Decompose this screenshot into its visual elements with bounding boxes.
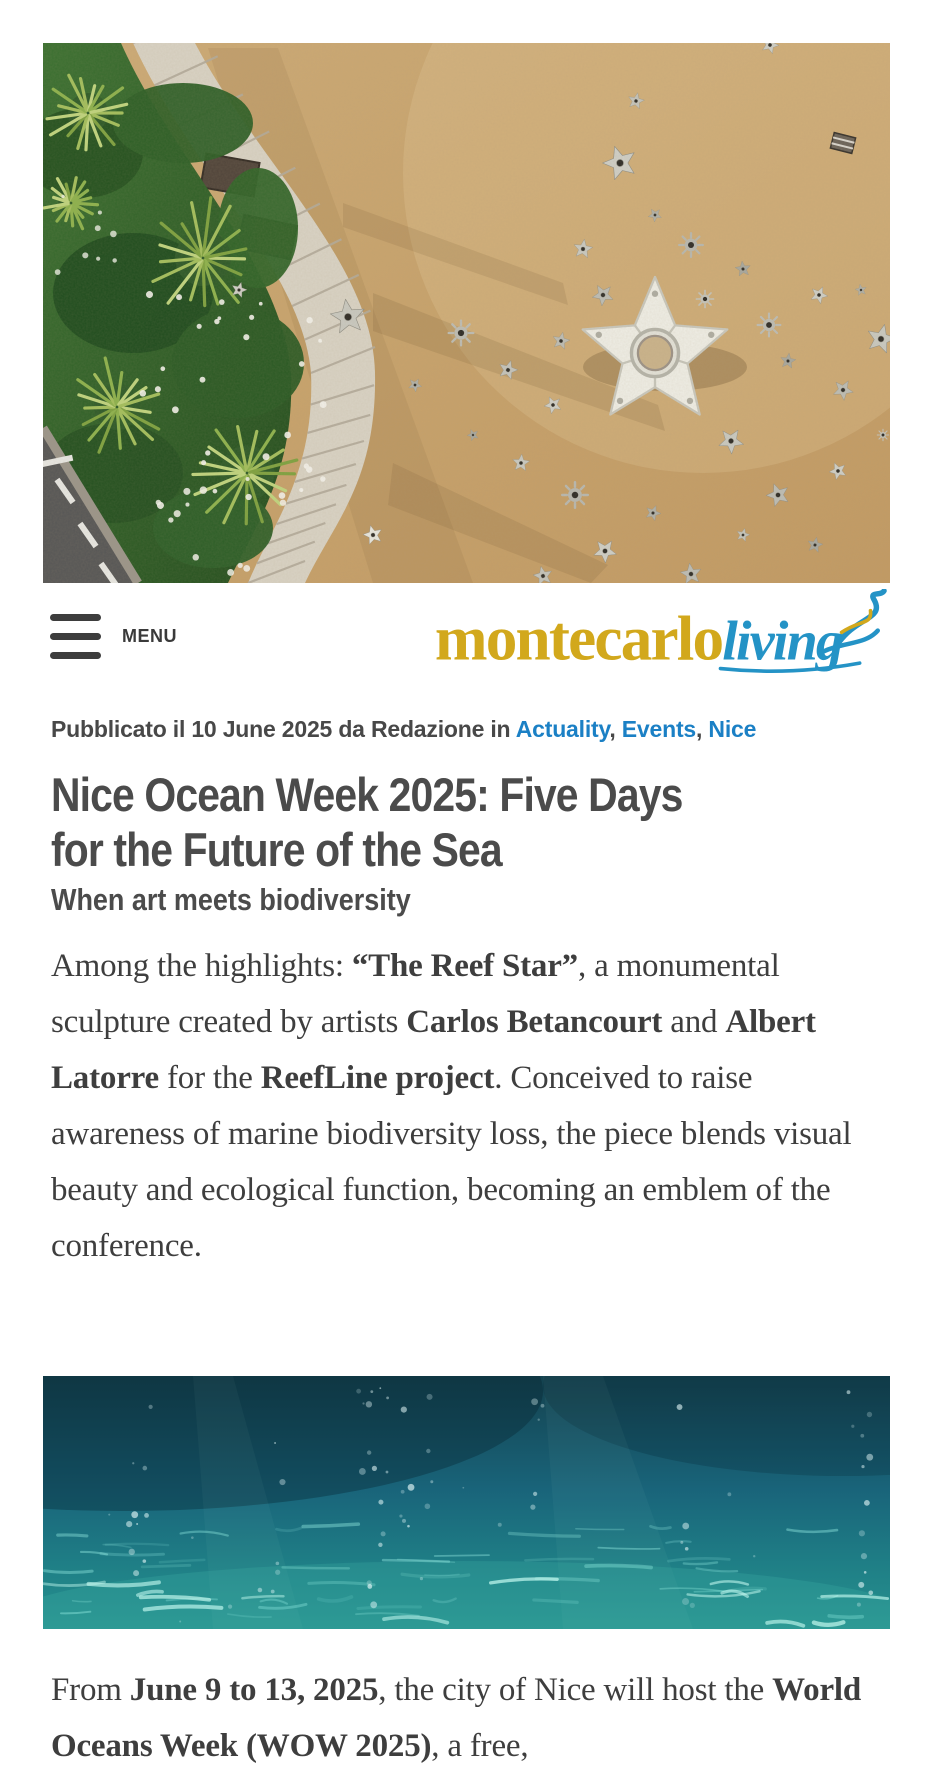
logo-text-blue: living <box>722 610 843 673</box>
meta-separator: , <box>609 716 622 742</box>
article-paragraph-2: From June 9 to 13, 2025, the city of Nice will host the World Oceans Week (WOW 2025), a free, <box>51 1672 862 1765</box>
meta-separator: , <box>696 716 709 742</box>
article-subtitle: When art meets biodiversity <box>51 882 411 917</box>
meta-published-text: Pubblicato il 10 June 2025 da Redazione in <box>51 716 516 742</box>
post-meta <box>51 716 896 743</box>
title-line-2: for the Future of the Sea <box>51 822 502 876</box>
site-header <box>50 590 890 682</box>
title-line-1: Nice Ocean Week 2025: Five Days <box>51 768 683 821</box>
category-link-nice[interactable]: Nice <box>708 716 757 742</box>
menu-button[interactable] <box>50 602 177 671</box>
underwater-illustration <box>43 1376 890 1629</box>
menu-label: MENU <box>122 625 177 646</box>
hero-illustration <box>43 43 890 583</box>
site-logo[interactable] <box>428 589 890 683</box>
article-title <box>51 768 834 878</box>
category-link-events[interactable]: Events <box>621 716 697 742</box>
logo-text-gold: montecarlo <box>434 603 723 674</box>
hero-image <box>43 43 890 583</box>
category-link-actuality[interactable]: Actuality <box>515 716 610 742</box>
article-paragraph-1: Among the highlights: “The Reef Star”, a monumental sculpture created by artists Carlos Betancourt and Albert Latorre for the ReefLine project. Conceived to raise awareness of marine biodiversity loss, the piece blends visual beauty and ecological function, becoming an emblem of the conference. <box>51 948 852 1265</box>
underwater-image <box>43 1376 890 1629</box>
hamburger-icon <box>50 602 101 671</box>
montecarloliving-logo <box>428 589 890 683</box>
